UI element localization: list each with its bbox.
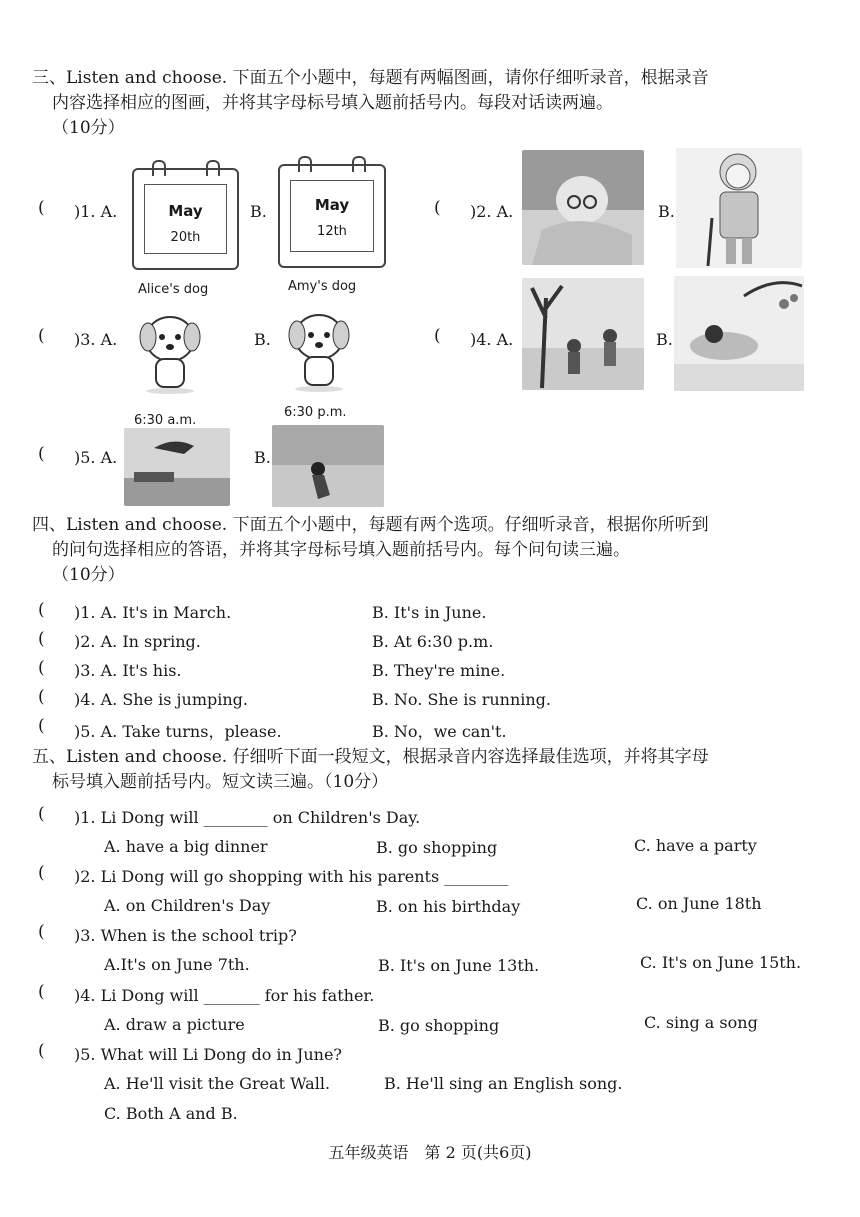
calendar-day: 12th <box>317 224 347 239</box>
q4-1-option-a: )1. A. It's in March. <box>74 603 232 622</box>
q3-5-label: )5. A. <box>74 448 118 467</box>
q4-4-option-a: )4. A. She is jumping. <box>74 690 248 709</box>
q5-5-option-b: B. He'll sing an English song. <box>384 1074 623 1093</box>
section-3-title-line2: 内容选择相应的图画，并将其字母标号填入题前括号内。每段对话读两遍。 <box>52 93 613 113</box>
answer-paren[interactable]: ( <box>38 326 45 346</box>
q5-1-option-a: A. have a big dinner <box>104 837 268 856</box>
q5-5-option-a: A. He'll visit the Great Wall. <box>104 1074 331 1093</box>
q5-4-question: )4. Li Dong will _______ for his father. <box>74 986 375 1005</box>
q5-2-option-c: C. on June 18th <box>636 894 762 913</box>
calendar-may-12th-image[interactable] <box>278 164 386 268</box>
answer-paren[interactable]: ( <box>38 687 45 707</box>
girl-in-winter-scene-image[interactable] <box>674 276 804 391</box>
q3-1-b-label: B. <box>250 202 267 221</box>
q5-3-question: )3. When is the school trip? <box>74 926 297 945</box>
answer-paren[interactable]: ( <box>38 716 45 736</box>
q5-5-question: )5. What will Li Dong do in June? <box>74 1045 342 1064</box>
answer-paren[interactable]: ( <box>38 444 45 464</box>
q3-4-b-label: B. <box>656 330 673 349</box>
answer-paren[interactable]: ( <box>38 922 45 942</box>
alice-dog-caption: Alice's dog <box>138 282 209 297</box>
q4-2-option-b: B. At 6:30 p.m. <box>372 632 494 651</box>
q5-2-option-a: A. on Children's Day <box>104 896 271 915</box>
section-3-instructions <box>32 66 832 141</box>
answer-paren[interactable]: ( <box>38 629 45 649</box>
q5-1-option-c: C. have a party <box>634 836 757 855</box>
q3-3-b-label: B. <box>254 330 271 349</box>
answer-paren[interactable]: ( <box>38 982 45 1002</box>
answer-paren[interactable]: ( <box>38 658 45 678</box>
q5-2-option-b: B. on his birthday <box>376 897 521 916</box>
q5-4-option-c: C. sing a song <box>644 1013 758 1032</box>
q4-2-option-a: )2. A. In spring. <box>74 632 201 651</box>
q4-5-option-b: B. No，we can't. <box>372 722 507 741</box>
page-footer: 五年级英语 第 2 页(共6页) <box>328 1143 532 1162</box>
morning-time-caption: 6:30 a.m. <box>134 413 197 428</box>
q4-1-option-b: B. It's in June. <box>372 603 487 622</box>
alice-dog-image[interactable] <box>130 305 210 395</box>
section-5-title-line1: 五、Listen and choose. 仔细听下面一段短文，根据录音内容选择最佳选项，并将其字母 <box>32 747 709 767</box>
calendar-day: 20th <box>170 230 201 245</box>
section-5-title-line2: 标号填入题前括号内。短文读三遍。（10分） <box>52 772 389 792</box>
evening-scene-image[interactable] <box>272 425 384 507</box>
q5-4-option-a: A. draw a picture <box>104 1015 245 1034</box>
section-4-title-line3: （10分） <box>52 565 125 585</box>
q3-1-label: )1. A. <box>74 202 118 221</box>
answer-paren[interactable]: ( <box>38 198 45 218</box>
amy-dog-image[interactable] <box>278 303 360 393</box>
q4-3-option-a: )3. A. It's his. <box>74 661 182 680</box>
q3-2-label: )2. A. <box>470 202 514 221</box>
amy-dog-caption: Amy's dog <box>288 279 357 294</box>
q3-4-label: )4. A. <box>470 330 514 349</box>
answer-paren[interactable]: ( <box>38 600 45 620</box>
evening-time-caption: 6:30 p.m. <box>284 405 347 420</box>
q4-4-option-b: B. No. She is running. <box>372 690 551 709</box>
children-playing-leaves-image[interactable] <box>522 278 644 390</box>
q5-3-option-a: A.It's on June 7th. <box>104 955 250 974</box>
section-4-instructions <box>32 513 832 588</box>
sick-grandma-in-bed-image[interactable] <box>522 150 644 265</box>
answer-paren[interactable]: ( <box>38 804 45 824</box>
q5-3-option-b: B. It's on June 13th. <box>378 956 540 975</box>
section-3-title-line3: （10分） <box>52 118 125 138</box>
q3-2-b-label: B. <box>658 202 675 221</box>
answer-paren[interactable]: ( <box>38 1041 45 1061</box>
answer-paren[interactable]: ( <box>434 198 441 218</box>
q5-1-option-b: B. go shopping <box>376 838 498 857</box>
calendar-may-20th-image[interactable] <box>132 168 239 270</box>
q4-5-option-a: )5. A. Take turns，please. <box>74 722 282 741</box>
answer-paren[interactable]: ( <box>38 863 45 883</box>
q3-5-b-label: B. <box>254 448 271 467</box>
q5-3-option-c: C. It's on June 15th. <box>640 953 802 972</box>
calendar-month: May <box>314 196 350 214</box>
q5-4-option-b: B. go shopping <box>378 1016 500 1035</box>
calendar-month: May <box>168 202 203 220</box>
q5-5-option-c: C. Both A and B. <box>104 1104 238 1123</box>
q5-2-question: )2. Li Dong will go shopping with his parents ________ <box>74 867 509 886</box>
q4-3-option-b: B. They're mine. <box>372 661 506 680</box>
section-3-title-line1: 三、Listen and choose. 下面五个小题中，每题有两幅图画，请你仔细听录音，根据录音 <box>32 68 709 88</box>
grandma-with-cane-image[interactable] <box>676 148 802 268</box>
q5-1-question: )1. Li Dong will ________ on Children's Day. <box>74 808 421 827</box>
answer-paren[interactable]: ( <box>434 326 441 346</box>
q3-3-label: )3. A. <box>74 330 118 349</box>
morning-scene-image[interactable] <box>124 428 230 506</box>
section-4-title-line2: 的问句选择相应的答语，并将其字母标号填入题前括号内。每个问句读三遍。 <box>52 540 630 560</box>
section-5-instructions <box>32 745 832 795</box>
section-4-title-line1: 四、Listen and choose. 下面五个小题中，每题有两个选项。仔细听录音，根据你所听到 <box>32 515 709 535</box>
